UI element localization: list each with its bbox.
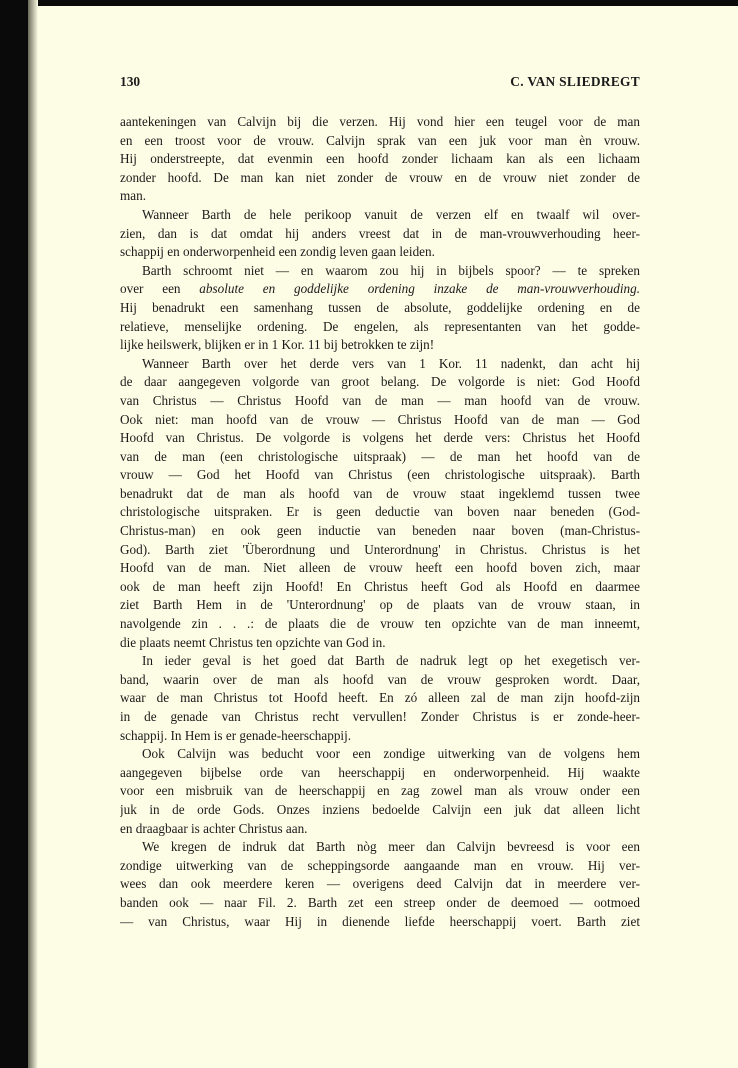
text-line [120,894,640,913]
text-line [120,857,640,876]
text-line-content: juk in de orde Gods. Onzes inziens bedoelde Calvijn een juk dat alleen licht [120,801,640,817]
emphasized-phrase: absolute en goddelijke ordening inzake de man-vrouwverhouding. [199,281,640,297]
text-line-content: zondige uitwerking van de scheppingsorde aangaande man en vrouw. Hij ver- [120,857,640,873]
text-line [120,652,640,671]
text-line [120,522,640,541]
text-line-content: waar de man Christus tot Hoofd heeft. En zó alleen zal de man zijn hoofd-zijn [120,690,640,706]
text-line [120,336,640,355]
scan-border-left [0,0,28,1068]
text-line-content: van Christus — Christus Hoofd van de man — man hoofd van de vrouw. [120,392,640,408]
text-line [120,169,640,188]
text-line [120,764,640,783]
text-line-content: ziet Barth Hem in de 'Unterordnung' op de plaats van de vrouw staan, in [120,597,640,613]
text-line-content: Hoofd van Christus. De volgorde is volgens het derde vers: Christus het Hoofd [120,430,640,446]
text-line-content: relatieve, menselijke ordening. De engelen, als representanten van het godde- [120,318,640,334]
text-line-content: Barth schroomt niet — en waarom zou hij in bijbels spoor? — te spreken [142,262,640,278]
text-line-content: Wanneer Barth de hele perikoop vanuit de verzen elf en twaalf wil over- [142,206,640,222]
text-line [120,838,640,857]
page-number: 130 [120,74,141,89]
text-line [120,503,640,522]
text-line [120,392,640,411]
text-line [120,243,640,262]
text-line-content: en een troost voor de vrouw. Calvijn sprak van een juk voor man èn vrouw. [120,132,640,148]
text-line [120,355,640,374]
text-line-content: Hoofd van de man. Niet alleen de vrouw heeft een hoofd boven zich, maar [120,560,640,576]
text-line [120,559,640,578]
text-line-content: Christus-man) en ook geen inductie van beneden naar boven (man-Christus- [120,523,640,539]
text-line-content: aangegeven bijbelse orde van heerschappij en onderworpenheid. Hij waakte [120,764,640,780]
text-line [120,280,640,299]
text-line-content: banden ook — naar Fil. 2. Barth zet een streep onder de deemoed — ootmoed [120,894,640,910]
text-line [120,448,640,467]
text-line-content: — van Christus, waar Hij in dienende liefde heerschappij voert. Barth ziet [120,913,640,929]
text-line-content: In ieder geval is het goed dat Barth de nadruk legt op het exegetisch ver- [142,653,640,669]
text-line [120,466,640,485]
text-line [120,225,640,244]
text-line [120,745,640,764]
text-line [120,206,640,225]
text-line-content: Ook Calvijn was beducht voor een zondige uitwerking van de volgens hem [142,746,640,762]
running-head: C. VAN SLIEDREGT [510,74,640,89]
text-line-content: Hij benadrukt een samenhang tussen de absolute, goddelijke ordening en de [120,299,640,315]
text-line [120,689,640,708]
text-line-content: vrouw — God het Hoofd van Christus (een christologische uitspraak). Barth [120,467,640,483]
text-line [120,801,640,820]
text-line-content: Ook niet: man hoofd van de vrouw — Christus Hoofd van de man — God [120,411,640,427]
text-line-content: in de genade van Christus recht vervullen! Zonder Christus is er zonde-heer- [120,709,640,724]
text-line [120,615,640,634]
text-line-content: man. [120,188,147,204]
text-line-content: de daar aangegeven volgorde van groot belang. De volgorde is niet: God Hoofd [120,374,640,390]
text-line [120,411,640,430]
text-line-content: Hij onderstreepte, dat evenmin een hoofd zonder lichaam kan als een lichaam [120,151,640,167]
text-line-content: Wanneer Barth over het derde vers van 1 Kor. 11 nadenkt, dan acht hij [142,355,640,371]
text-line-content: benadrukt dat de man als hoofd van de vrouw staat ingeklemd tussen twee [120,485,640,501]
text-line-content: schappij en onderworpenheid een zondig leven gaan leiden. [120,244,435,260]
text-line-content: die plaats neemt Christus ten opzichte van God in. [120,634,386,650]
text-line-content: ook de man heeft zijn Hoofd! En Christus heeft God als Hoofd en daarmee [120,578,640,594]
text-line [120,132,640,151]
text-line-content: wees dan ook meerdere keren — overigens deed Calvijn dat in meerdere ver- [120,876,640,892]
text-line-content: zien, dan is dat omdat hij anders vreest dat in de man-vrouwverhouding heer- [120,225,640,241]
text-line-content: band, waarin over de man als hoofd van de vrouw gesproken wordt. Daar, [120,671,640,687]
body-text [120,113,640,931]
text-line-content: We kregen de indruk dat Barth nòg meer dan Calvijn bevreesd is voor een [142,839,640,855]
text-line [120,429,640,448]
text-line-content: christologische uitspraken. Er is geen deductie van boven naar beneden (God- [120,504,640,520]
text-line [120,596,640,615]
text-line-content: zonder hoofd. De man kan niet zonder de vrouw en de vrouw niet zonder de [120,169,640,185]
text-line [120,634,640,653]
text-line [120,373,640,392]
text-line [120,782,640,801]
text-line [120,671,640,690]
text-line-content: voor een misbruik van de heerschappij en zag zowel man als vrouw onder een [120,783,640,799]
text-line-content: van de man (een christologische uitspraak) — de man het hoofd van de [120,448,640,464]
text-line [120,187,640,206]
text-line [120,485,640,504]
text-line [120,708,640,727]
text-line-content: aantekeningen van Calvijn bij die verzen. Hij vond hier een teugel voor de man [120,114,640,129]
text-line-content: schappij. In Hem is er genade-heerschappij. [120,727,352,743]
scan-border-top [0,0,738,6]
text-line [120,578,640,597]
text-line-content: navolgende zin . . .: de plaats die de vrouw ten opzichte van de man inneemt, [120,616,640,632]
text-line [120,318,640,337]
text-line-content: lijke heilswerk, blijken er in 1 Kor. 11 bij betrokken te zijn! [120,337,435,353]
text-line [120,262,640,281]
text-line-content: en draagbaar is achter Christus aan. [120,820,308,836]
text-line [120,820,640,839]
text-line [120,113,640,132]
text-line [120,875,640,894]
text-line-content: God). Barth ziet 'Überordnung und Unterordnung' in Christus. Christus is het [120,541,640,557]
text-line [120,150,640,169]
text-line [120,299,640,318]
scan-shadow [28,0,38,1068]
text-line-content: over een [120,281,200,297]
text-line [120,541,640,560]
page-header [120,74,640,94]
text-line [120,727,640,746]
text-line [120,913,640,932]
